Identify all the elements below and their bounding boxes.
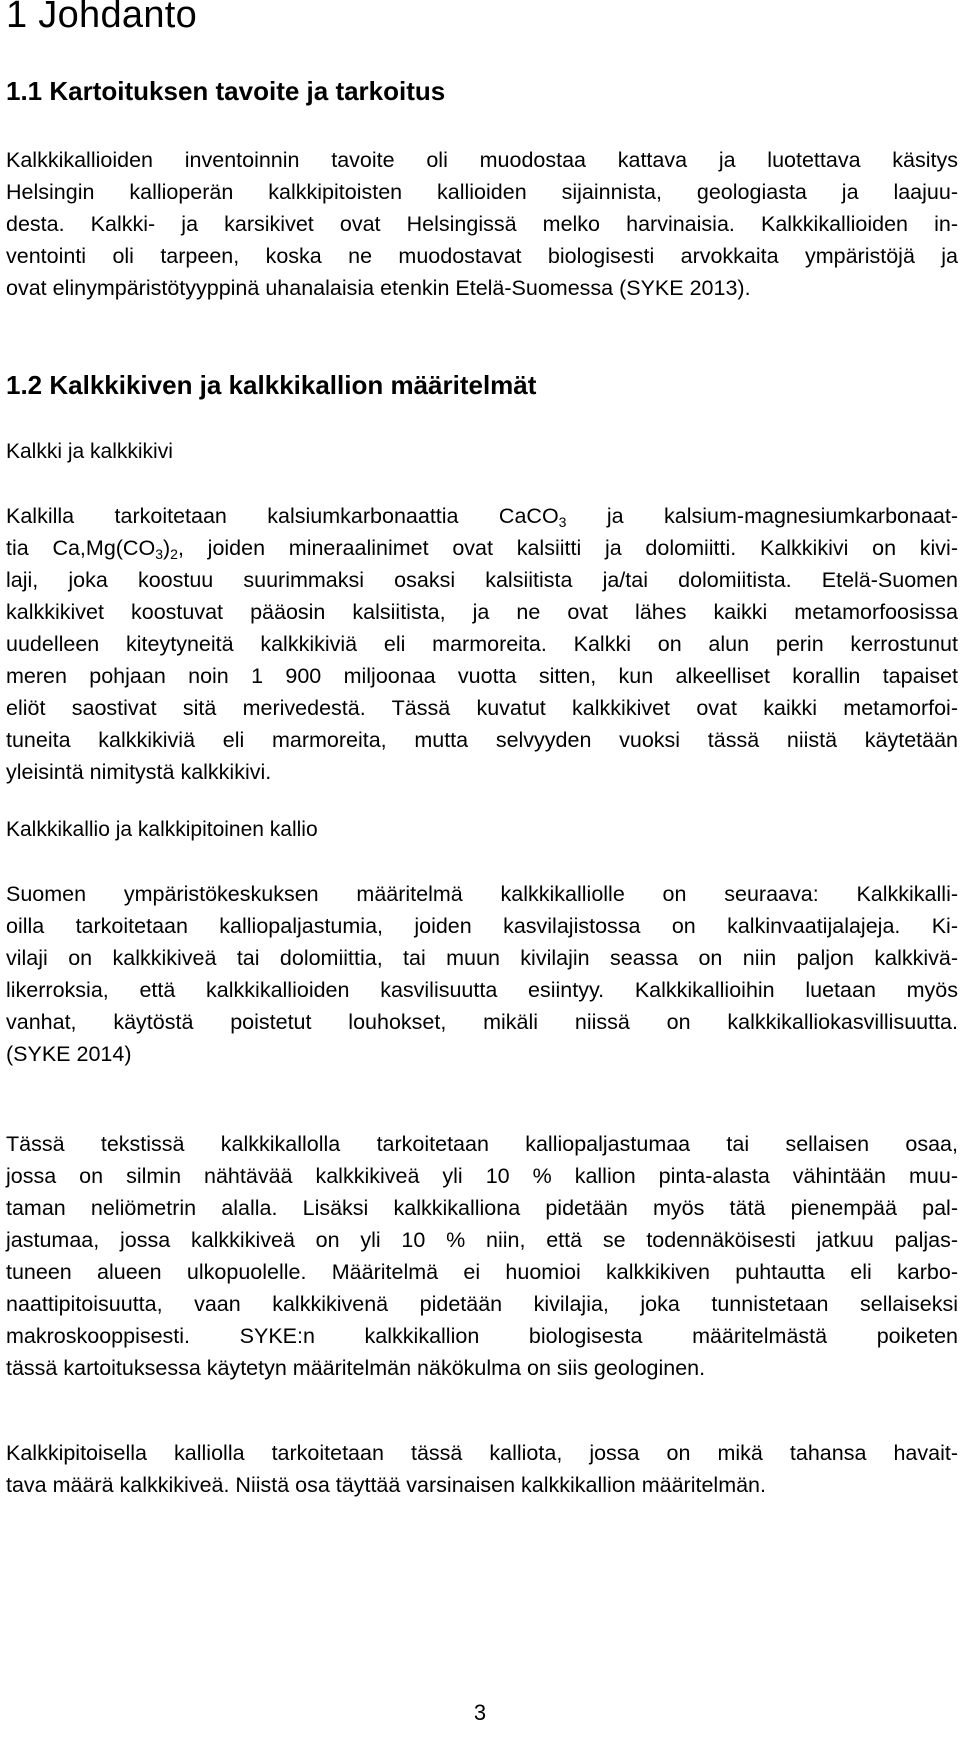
kalkki-paragraph [6, 500, 958, 788]
text-line: naattipitoisuutta, vaan kalkkikivenä pidetään kivilajia, joka tunnistetaan sellaiseksi [6, 1292, 958, 1316]
subheading-kalkkikallio: Kalkkikallio ja kalkkipitoinen kallio [6, 818, 318, 841]
text-line: Kalkkipitoisella kalliolla tarkoitetaan tässä kalliota, jossa on mikä tahansa havait- [6, 1441, 958, 1465]
text-line: Kalkilla tarkoitetaan kalsiumkarbonaattia CaCO$_3$ ja kalsium-magnesiumkarbonaat- [6, 504, 958, 530]
text-line: oilla tarkoitetaan kalliopaljastumia, joiden kasvilajistossa on kalkinvaatijalajeja. Ki- [6, 914, 958, 938]
text-line: meren pohjaan noin 1 900 miljoonaa vuotta sitten, kun alkeelliset korallin tapaiset [6, 664, 958, 688]
text-line: vilaji on kalkkikiveä tai dolomiittia, tai muun kivilajin seassa on niin paljon kalkkivä- [6, 946, 958, 970]
text-line: Suomen ympäristökeskuksen määritelmä kalkkikalliolle on seuraava: Kalkkikalli- [6, 882, 958, 906]
text-line: jastumaa, jossa kalkkikiveä on yli 10 % niin, että se todennäköisesti jatkuu paljas- [6, 1228, 958, 1252]
text-line: tuneita kalkkikiviä eli marmoreita, mutta selvyyden vuoksi tässä niistä käytetään [6, 728, 958, 752]
page-number: 3 [473, 1700, 487, 1725]
text-line: makroskooppisesti. SYKE:n kalkkikallion biologisesta määritelmästä poiketen [6, 1324, 958, 1348]
text-line: uudelleen kiteytyneitä kalkkikiviä eli marmoreita. Kalkki on alun perin kerrostunut [6, 632, 958, 656]
text-line: Kalkkikallioiden inventoinnin tavoite oli muodostaa kattava ja luotettava käsitys [6, 148, 958, 172]
text-line: tava määrä kalkkikiveä. Niistä osa täyttää varsinaisen kalkkikallion määritelmän. [6, 1473, 766, 1497]
text-line: likerroksia, että kalkkikallioiden kasvilisuutta esiintyy. Kalkkikallioihin luetaan myös [6, 978, 958, 1002]
text-line: desta. Kalkki- ja karsikivet ovat Helsingissä melko harvinaisia. Kalkkikallioiden in- [6, 212, 958, 236]
kalkkipitoinen-paragraph [6, 1437, 958, 1501]
chapter-heading: 1 Johdanto [6, 0, 198, 36]
subheading-kalkki: Kalkki ja kalkkikivi [6, 440, 173, 463]
text-line: tia $Ca,Mg(CO_3)_2$, joiden mineraalinimet ovat kalsiitti ja dolomiitti. Kalkkikivi on kivi- [6, 536, 958, 562]
text-line: yleisintä nimitystä kalkkikivi. [6, 760, 272, 784]
text-line: Tässä tekstissä kalkkikallolla tarkoitetaan kalliopaljastumaa tai sellaisen osaa, [6, 1132, 958, 1156]
text-line: eliöt saostivat sitä merivedestä. Tässä kuvatut kalkkikivet ovat kaikki metamorfoi- [6, 696, 958, 720]
text-line: tuneen alueen ulkopuolelle. Määritelmä ei huomioi kalkkikiven puhtautta eli karbo- [6, 1260, 958, 1284]
section-1-2-heading: 1.2 Kalkkikiven ja kalkkikallion määritelmät [6, 370, 537, 400]
text-line: jossa on silmin nähtävää kalkkikiveä yli 10 % kallion pinta-alasta vähintään muu- [6, 1164, 958, 1188]
kalkkikallio-paragraph [6, 878, 958, 1070]
text-line: vanhat, käytöstä poistetut louhokset, mikäli niissä on kalkkikalliokasvillisuutta. [6, 1010, 958, 1034]
text-line: ovat elinympäristötyyppinä uhanalaisia etenkin Etelä-Suomessa (SYKE 2013). [6, 276, 751, 300]
text-line: (SYKE 2014) [6, 1042, 132, 1066]
text-line: kalkkikivet koostuvat pääosin kalsiitista, ja ne ovat lähes kaikki metamorfoosissa [6, 600, 958, 624]
definition-paragraph [6, 1128, 958, 1384]
text-line: Helsingin kallioperän kalkkipitoisten kallioiden sijainnista, geologiasta ja laajuu- [6, 180, 958, 204]
section-1-1-heading: 1.1 Kartoituksen tavoite ja tarkoitus [6, 76, 446, 106]
section-1-1-paragraph [6, 144, 958, 304]
text-line: laji, joka koostuu suurimmaksi osaksi kalsiitista ja/tai dolomiitista. Etelä-Suomen [6, 568, 958, 592]
text-line: taman neliömetrin alalla. Lisäksi kalkkikalliona pidetään myös tätä pienempää pal- [6, 1196, 958, 1220]
text-line: tässä kartoituksessa käytetyn määritelmän näkökulma on siis geologinen. [6, 1356, 706, 1380]
text-line: ventointi oli tarpeen, koska ne muodostavat biologisesti arvokkaita ympäristöjä ja [6, 244, 958, 268]
